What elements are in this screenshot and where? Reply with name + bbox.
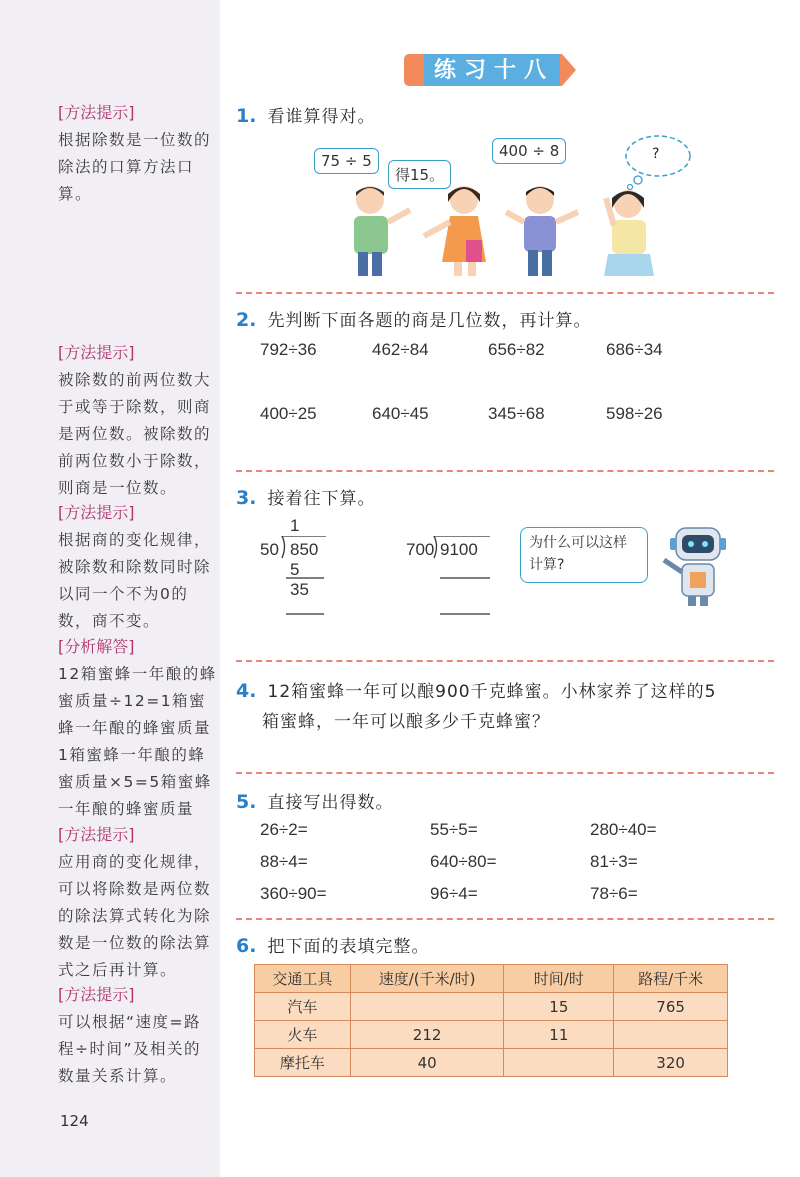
question-number: 1. [236,105,257,127]
tip-block-4 [58,634,218,823]
division-dividend: 9100 [440,540,478,559]
question-3 [236,484,376,509]
table-cell: 212 [350,1021,504,1049]
expression: 400÷25 [260,404,317,423]
expression: 55÷5= [430,820,478,839]
table-cell: 765 [614,993,728,1021]
expression: 686÷34 [606,340,663,359]
question-text-line-1: 12箱蜜蜂一年可以酿900千克蜂蜜。小林家养了这样的5 [267,682,717,702]
divider [236,772,774,774]
expression: 462÷84 [372,340,429,359]
division-divisor: 700 [406,540,435,559]
divider [236,470,774,472]
tip-text: 根据除数是一位数的除法的口算方法口算。 [58,131,212,203]
table-cell [350,993,504,1021]
boy-2-illustration [500,180,586,278]
table-header: 路程/千米 [614,965,728,993]
expression: 280÷40= [590,820,657,839]
table-header: 交通工具 [255,965,351,993]
expression: 81÷3= [590,852,638,871]
girl-illustration [422,180,502,278]
page-title: 练习十八 [433,58,554,83]
table-header: 时间/时 [504,965,614,993]
expression: 345÷68 [488,404,545,423]
expression: 640÷80= [430,852,497,871]
table-row [255,1049,728,1077]
expression: 26÷2= [260,820,308,839]
divider [236,918,774,920]
division-quotient: 1 [290,516,300,535]
tip-block-1 [58,100,218,208]
speech-bubble-3: 400 ÷ 8 [492,138,566,164]
table-cell: 15 [504,993,614,1021]
division-bracket-2 [432,536,494,616]
question-6 [236,932,430,957]
tip-block-6 [58,982,218,1090]
question-text: 先判断下面各题的商是几位数，再计算。 [267,311,592,331]
table-row [255,993,728,1021]
question-number: 2. [236,309,257,331]
question-text: 把下面的表填完整。 [267,937,430,957]
question-5 [236,788,394,813]
expression: 640÷45 [372,404,429,423]
robot-illustration [654,522,734,608]
tip-tag: [方法提示] [58,985,135,1004]
tip-block-2 [58,340,218,502]
tip-text: 根据商的变化规律，被除数和除数同时除以同一个不为0的数，商不变。 [58,531,212,630]
expression: 88÷4= [260,852,308,871]
question-text: 接着往下算。 [267,489,376,509]
expression: 360÷90= [260,884,327,903]
tip-tag: [方法提示] [58,825,135,844]
table-cell: 11 [504,1021,614,1049]
table-cell: 320 [614,1049,728,1077]
question-text: 直接写出得数。 [267,793,394,813]
sidebar [0,0,220,1177]
division-divisor: 50 [260,540,279,559]
boy-illustration [340,180,416,278]
table-row [255,1021,728,1049]
question-2 [236,306,592,331]
expression: 78÷6= [590,884,638,903]
expression: 96÷4= [430,884,478,903]
divider [236,660,774,662]
division-bracket-1 [280,536,330,616]
tip-text: 被除数的前两位数大于或等于除数，则商是两位数。被除数的前两位数小于除数，则商是一位数。 [58,371,212,497]
question-number: 5. [236,791,257,813]
question-text: 看谁算得对。 [267,107,376,127]
tip-tag: [方法提示] [58,103,135,122]
divider [236,292,774,294]
speech-bubble-2: 得15。 [388,160,451,189]
table-header: 速度/(千米/时) [350,965,504,993]
page-number: 124 [60,1112,89,1130]
question-4-cont [262,707,550,732]
table-cell: 摩托车 [255,1049,351,1077]
tip-block-5 [58,822,218,984]
question-1 [236,102,376,127]
tip-tag: [方法提示] [58,503,135,522]
tip-tag: [分析解答] [58,637,135,656]
table-cell: 汽车 [255,993,351,1021]
question-number: 3. [236,487,257,509]
division-dividend: 850 [290,540,319,559]
question-4 [236,675,776,708]
tip-text: 12箱蜜蜂一年酿的蜂蜜质量÷12=1箱蜜蜂一年酿的蜂蜜质量 1箱蜜蜂一年酿的蜂蜜质量×5=5箱蜜蜂一年酿的蜂蜜质量 [58,665,217,818]
expression: 792÷36 [260,340,317,359]
tip-text: 可以根据“速度=路程÷时间”及相关的数量关系计算。 [58,1013,202,1085]
speech-bubble-1: 75 ÷ 5 [314,148,379,174]
robot-speech-bubble: 为什么可以这样计算? [520,527,648,583]
table-cell [614,1021,728,1049]
expression: 656÷82 [488,340,545,359]
table-header-row [255,965,728,993]
table-cell: 40 [350,1049,504,1077]
table-cell [504,1049,614,1077]
tip-text: 应用商的变化规律，可以将除数是两位数的除法算式转化为除数是一位数的除法算式之后再计算。 [58,853,212,979]
thought-question: ? [652,146,660,162]
question-number: 6. [236,935,257,957]
division-remainder: 35 [290,580,309,599]
division-subtrahend: 5 [290,560,300,579]
tip-tag: [方法提示] [58,343,135,362]
speed-table [254,964,728,1077]
expression: 598÷26 [606,404,663,423]
question-number: 4. [236,680,257,702]
tip-block-3 [58,500,218,635]
question-text-line-2: 箱蜜蜂，一年可以酿多少千克蜂蜜？ [262,712,550,732]
table-cell: 火车 [255,1021,351,1049]
girl-2-illustration [596,184,666,278]
